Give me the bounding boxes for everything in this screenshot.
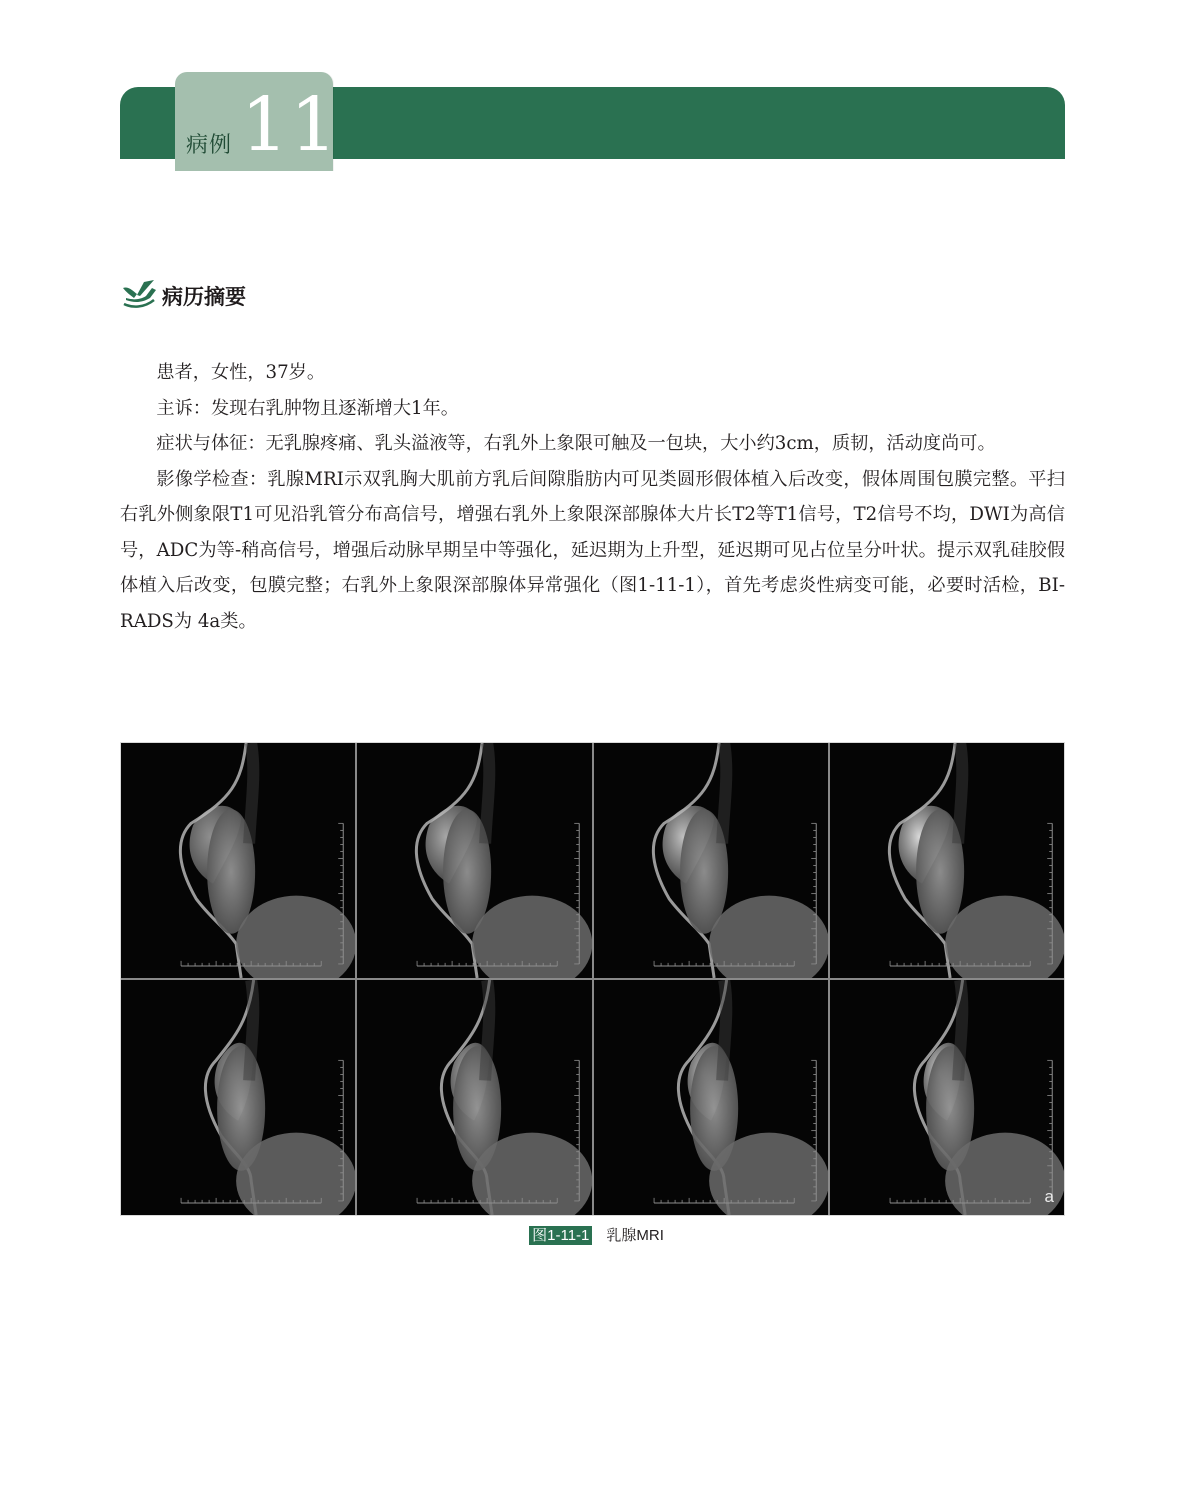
mri-panel-grid [121,743,1064,1215]
figure-caption [0,1224,1193,1245]
mri-panel [357,980,591,1215]
mri-panel [830,743,1064,978]
section-heading [120,276,246,316]
mri-panel [121,980,355,1215]
mri-image [121,980,355,1215]
figure-title: 乳腺MRI [606,1227,664,1244]
mri-image [594,980,828,1215]
mri-panel [594,980,828,1215]
mri-image [121,743,355,978]
paragraph-imaging: 影像学检查：乳腺MRI示双乳胸大肌前方乳后间隙脂肪内可见类圆形假体植入后改变，假体周围包膜完整。平扫右乳外侧象限T1可见沿乳管分布高信号，增强右乳外上象限深部腺体大片长T2等T1信号，T2信号不均，DWI为高信号，ADC为等-稍高信号，增强后动脉早期呈中等强化，延迟期为上升型，延迟期可见占位呈分叶状。提示双乳硅胶假体植入后改变，包膜完整；右乳外上象限深部腺体异常强化（图1-11-1），首先考虑炎性病变可能，必要时活检，BI-RADS为 4a类。 [120,468,1065,632]
mri-image [830,743,1064,978]
mri-image [830,980,1064,1215]
paragraph-patient: 患者，女性，37岁。 [156,362,326,383]
pen-and-book-icon [120,278,160,314]
mri-panel [830,980,1064,1215]
paragraph-complaint: 主诉：发现右乳肿物且逐渐增大1年。 [156,397,459,419]
mri-image [594,743,828,978]
case-summary-text [120,355,1065,639]
mri-panel [594,743,828,978]
case-label: 病例 [186,133,233,158]
mri-panel [357,743,591,978]
section-title: 病历摘要 [162,284,246,309]
panel-letter: a [1044,1187,1054,1206]
figure-number: 图1-11-1 [529,1226,592,1245]
mri-image [357,980,591,1215]
case-number: 11 [241,82,340,168]
mri-figure [120,742,1065,1216]
mri-image [357,743,591,978]
paragraph-symptoms: 症状与体征：无乳腺疼痛、乳头溢液等，右乳外上象限可触及一包块，大小约3cm，质韧，活动度尚可。 [156,433,996,454]
mri-panel [121,743,355,978]
case-tab [175,72,340,171]
